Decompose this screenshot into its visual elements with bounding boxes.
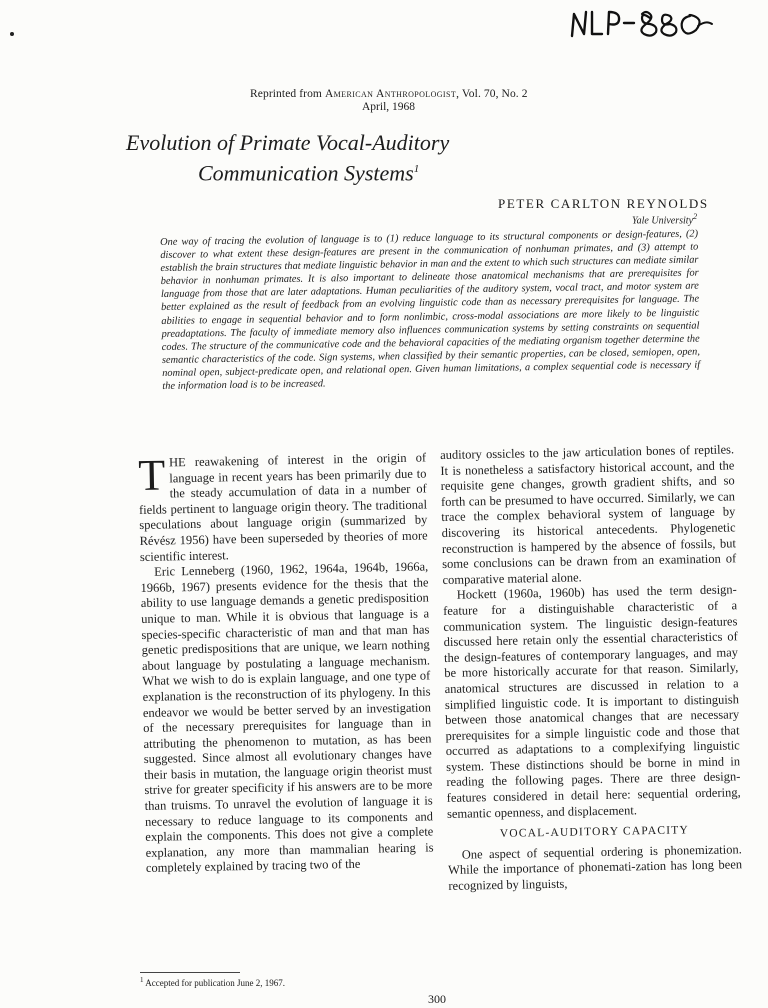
body-column-right <box>440 442 743 894</box>
title-line-1: Evolution of Primate Vocal-Auditory <box>126 130 450 155</box>
stray-ink-mark <box>10 32 14 36</box>
body-column-left <box>138 450 434 876</box>
journal-volume: , Vol. 70, No. 2 <box>456 88 528 100</box>
paragraph-text: HE reawakening of interest in the origin of language in recent years has been primarily due to the steady accumulation of data in a number of fields pertinent to language origin theory. The traditional speculations about language origin (summarized by Révész 1956) have been superseded by theories of more scientific interest. <box>138 450 428 564</box>
title-line-2: Communication Systems <box>198 160 414 186</box>
body-paragraph: Hockett (1960a, 1960b) has used the term design-feature for a distinguishable characteristic of a communication system. The linguistic design-features discussed here retain only the essential characteristics of the design-features of contemporary languages, and may be more historically accurate for that reason. Similarly, anatomical structures are discussed in relation to a simplified linguistic code. It is important to distinguish between those anatomical changes that are necessary prerequisites for a simple linguistic code and those that occurred as adaptations to a complexifying linguistic system. These distinctions should be borne in mind in reading the following pages. There are three design-features considered in detail here: sequential ordering, semantic openness, and displacement. <box>442 582 741 821</box>
footnote-rule <box>140 972 240 973</box>
abstract: One way of tracing the evolution of language is to (1) reduce language to its structural components or design-features, (2) discover to what extent these design-features are present in the communication of nonhuman primates, and (3) attempt to establish the brain structures that mediate linguistic behavior in man and the extent to which such structures can mediate similar behavior in nonhuman primates. It is also important to delineate those anatomical mechanisms that are prerequisites for language from those that are later adaptations. Human peculiarities of the auditory system, vocal tract, and motor system are better explained as the result of feedback from an evolving linguistic code than as necessary prerequisites for language. The abilities to engage in sequential behavior and to form nonlimbic, cross-modal associations are more likely to be linguistic preadaptations. The faculty of immediate memory also influences communication systems by setting constraints on sequential codes. The structure of the communicative code and the behavioral capacities of the mediating organism together determine the semantic characteristics of the code. Sign systems, when classified by their semantic properties, can be closed, semiopen, open, nominal open, subject-predicate open, and relational open. Given human limitations, a complex sequential code is necessary if the information load is to be increased. <box>160 228 701 393</box>
footnote-mark: 1 <box>140 976 144 984</box>
handwritten-note <box>566 4 716 44</box>
reprint-prefix: Reprinted from <box>250 88 322 100</box>
article-title <box>126 130 449 186</box>
title-footnote-mark: 1 <box>413 163 420 175</box>
body-paragraph: Eric Lenneberg (1960, 1962, 1964a, 1964b, 1966a, 1966b, 1967) presents evidence for the thesis that the ability to use language demands a genetic predisposition unique to man. While it is obvious that language is a species-specific characteristic of man and that man has genetic predispositions that are unique, we learn nothing about language by postulating a language mechanism. What we wish to do is explain language, and one type of explanation is the reconstruction of its phylogeny. In this endeavor we would be better served by an investigation of the necessary prerequisites for language than in attributing the phenomenon to mutation, as has been suggested. Since almost all evolutionary changes have their basis in mutation, the language origin theorist must strive for greater specificity if his answers are to be more than truisms. To unravel the evolution of language it is necessary to reduce language to its components and explain the components. This does not give a complete explanation, any more than mammalian hearing is completely explained by tracing two of the <box>140 559 434 876</box>
section-heading: VOCAL-AUDITORY CAPACITY <box>499 824 690 841</box>
author-name: PETER CARLTON REYNOLDS <box>498 196 709 211</box>
footnote-text: Accepted for publication June 2, 1967. <box>145 978 285 988</box>
affiliation-mark: 2 <box>693 212 698 221</box>
author-affiliation <box>632 212 697 226</box>
reprint-line <box>250 88 528 100</box>
journal-name: American Anthropologist <box>324 88 457 100</box>
drop-cap: T <box>137 450 166 500</box>
affiliation-text: Yale University <box>632 215 694 227</box>
footnote <box>140 976 285 988</box>
body-paragraph <box>138 450 428 565</box>
body-paragraph: auditory ossicles to the jaw articulation bones of reptiles. It is nonetheless a satisfactory historical account, and the requisite gene changes, growth gradient shifts, and so forth can be presumed to have occurred. Similarly, we can trace the complex behavioral system of language by discovering its historical antecedents. Phylogenetic reconstruction is hampered by the absence of fossils, but some conclusions can be drawn from an examination of comparative material alone. <box>440 442 737 587</box>
body-paragraph: One aspect of sequential ordering is phonemization. While the importance of phonemati-zation has long been recognized by linguists, <box>447 842 743 893</box>
page-number: 300 <box>428 992 446 1006</box>
handwritten-note-drawing <box>566 4 716 44</box>
issue-date: April, 1968 <box>362 101 416 113</box>
